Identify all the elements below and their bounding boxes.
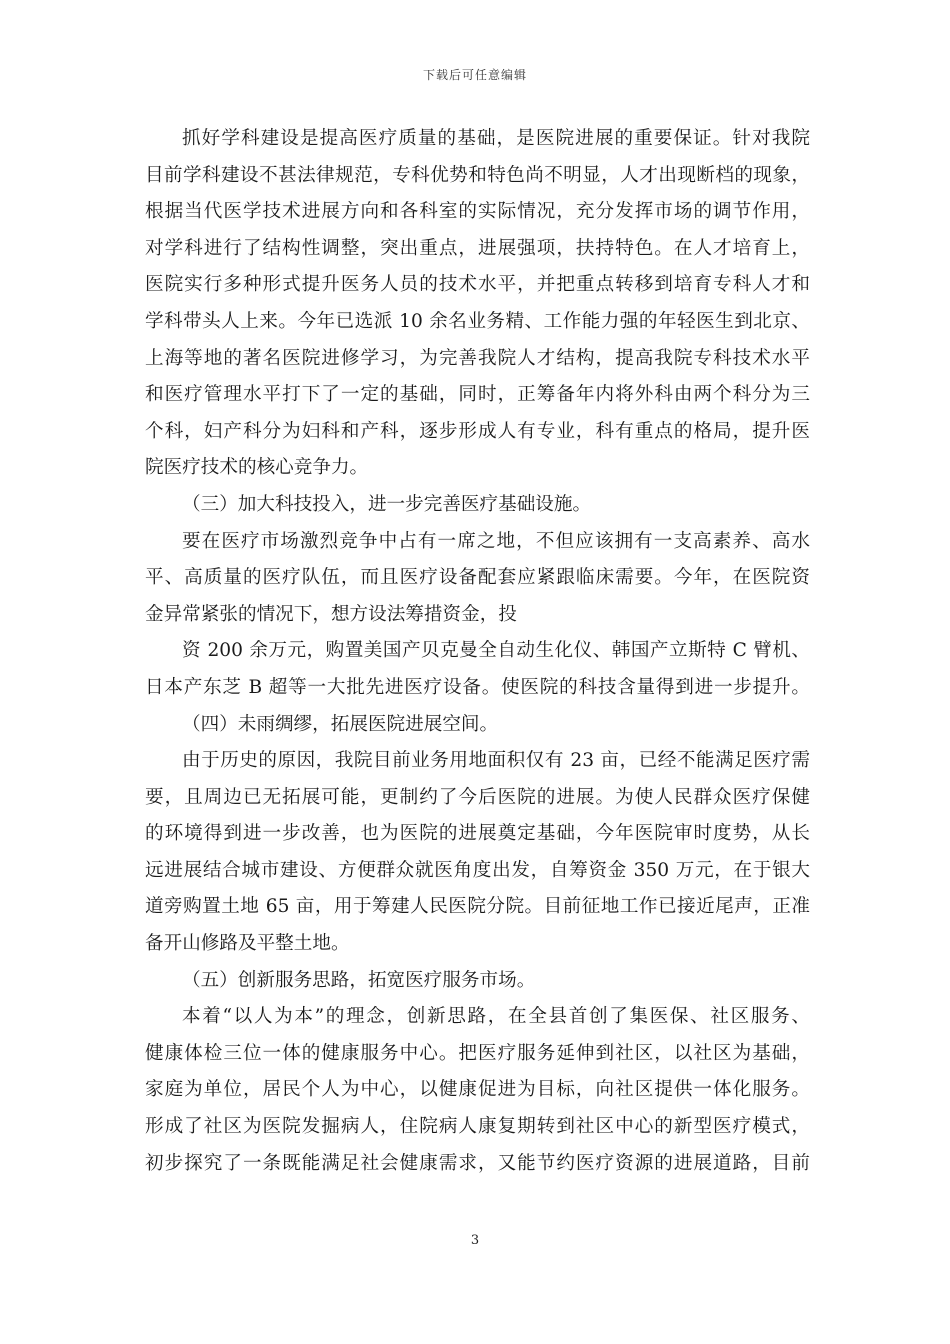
document-body: [145, 121, 810, 1182]
text-line: 金异常紧张的情况下，想方设法筹措资金，投: [145, 603, 517, 625]
text-line: （三）加大科技投入，进一步完善医疗基础设施。: [182, 493, 592, 515]
text-line: 健康体检三位一体的健康服务中心。把医疗服务延伸到社区，以社区为基础，: [145, 1042, 810, 1064]
text-line: （五）创新服务思路，拓宽医疗服务市场。: [182, 969, 536, 991]
text-line: 家庭为单位，居民个人为中心，以健康促进为目标，向社区提供一体化服务。: [145, 1079, 810, 1101]
text-line: 的环境得到进一步改善，也为医院的进展奠定基础，今年医院审时度势，从长: [145, 823, 810, 845]
text-line: 平、高质量的医疗队伍，而且医疗设备配套应紧跟临床需要。今年，在医院资: [145, 567, 810, 589]
text-line: 远进展结合城市建设、方便群众就医角度出发，自筹资金 350 万元，在于银大: [145, 859, 810, 881]
text-line: 初步探究了一条既能满足社会健康需求，又能节约医疗资源的进展道路，目前: [145, 1152, 810, 1174]
text-line: 本着“以人为本”的理念，创新思路，在全县首创了集医保、社区服务、: [182, 1006, 810, 1028]
text-line: 要，且周边已无拓展可能，更制约了今后医院的进展。为使人民群众医疗保健: [145, 786, 810, 808]
page-header: 下载后可任意编辑: [422, 68, 527, 82]
text-line: 备开山修路及平整土地。: [145, 933, 350, 955]
text-line: （四）未雨绸缪，拓展医院进展空间。: [182, 713, 499, 735]
text-line: 对学科进行了结构性调整，突出重点，进展强项，扶持特色。在人才培育上，: [145, 237, 810, 259]
text-line: 资 200 余万元，购置美国产贝克曼全自动生化仪、韩国产立斯特 C 臂机、: [182, 640, 810, 662]
text-line: 上海等地的著名医院进修学习，为完善我院人才结构，提高我院专科技术水平: [145, 347, 810, 369]
text-line: 根据当代医学技术进展方向和各科室的实际情况，充分发挥市场的调节作用，: [145, 201, 810, 223]
text-line: 道旁购置土地 65 亩，用于筹建人民医院分院。目前征地工作已接近尾声，正准: [145, 896, 810, 918]
text-line: 要在医疗市场激烈竞争中占有一席之地，不但应该拥有一支高素养、高水: [182, 530, 810, 552]
text-line: 和医疗管理水平打下了一定的基础，同时，正筹备年内将外科由两个科分为三: [145, 384, 810, 406]
text-line: 医院实行多种形式提升医务人员的技术水平，并把重点转移到培育专科人才和: [145, 274, 810, 296]
text-line: 抓好学科建设是提高医疗质量的基础，是医院进展的重要保证。针对我院: [182, 128, 810, 149]
text-line: 形成了社区为医院发掘病人，住院病人康复期转到社区中心的新型医疗模式，: [145, 1116, 810, 1138]
text-line: 学科带头人上来。今年已选派 10 余名业务精、工作能力强的年轻医生到北京、: [145, 310, 810, 332]
text-line: 由于历史的原因，我院目前业务用地面积仅有 23 亩，已经不能满足医疗需: [182, 750, 810, 772]
text-line: 个科，妇产科分为妇科和产科，逐步形成人有专业，科有重点的格局，提升医: [145, 420, 810, 442]
page-number: 3: [470, 1233, 480, 1248]
text-line: 目前学科建设不甚法律规范，专科优势和特色尚不明显，人才出现断档的现象，: [145, 164, 810, 186]
text-line: 日本产东芝 B 超等一大批先进医疗设备。使医院的科技含量得到进一步提升。: [145, 676, 810, 698]
text-line: 院医疗技术的核心竞争力。: [145, 457, 369, 479]
